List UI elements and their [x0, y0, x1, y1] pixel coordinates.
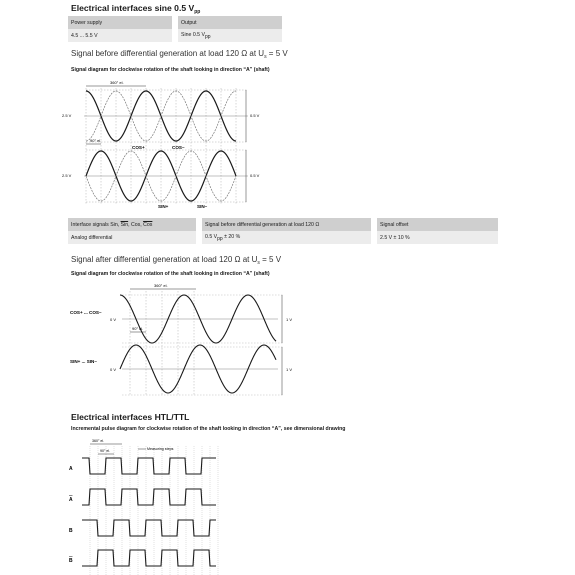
channel-a-bar-wave — [82, 489, 216, 505]
pulse-diagram — [60, 436, 220, 575]
table-cell: Analog differential — [68, 231, 196, 244]
table-header-cell: Output — [178, 16, 282, 29]
offset-label-lower: 2.5 V — [62, 173, 72, 178]
cos-minus-label: COS– — [172, 145, 185, 150]
table-header-row — [68, 218, 498, 231]
diagram-title-after: Signal diagram for clockwise rotation of the shaft looking in direction “A” (shaft) — [71, 271, 270, 277]
diagram-title-htl: Incremental pulse diagram for clockwise rotation of the shaft looking in direction “A”, see dimensional drawing — [71, 426, 346, 432]
zero-label-lower: 0 V — [110, 367, 117, 372]
amplitude-label-upper: 1 V — [286, 317, 293, 322]
offset-label-upper: 2.5 V — [62, 113, 72, 118]
grid-lines — [84, 88, 248, 204]
interface-signals-table — [68, 218, 498, 244]
amplitude-label-upper: 0.5 V — [250, 113, 260, 118]
table-cell: 2.5 V ± 10 % — [377, 231, 498, 244]
table-header-row — [68, 16, 282, 29]
table-row — [68, 231, 498, 244]
channel-b-bar-wave — [82, 550, 216, 566]
quarter-label: 90° el. — [90, 138, 102, 143]
period-label: 360° el. — [92, 439, 105, 443]
waveforms — [82, 458, 216, 566]
table-cell: 4.5 ... 5.5 V — [68, 29, 172, 42]
sine-diagram-after — [60, 283, 300, 398]
amplitude-label-lower: 1 V — [286, 367, 293, 372]
cos-pair-label: COS+ ... COS– — [70, 310, 102, 315]
quarter-label: 90° el. — [100, 449, 111, 453]
table-header-cell: Interface signals Sin, $\overline{Sin}$, Cos, $\overline{Cos}$ — [68, 218, 196, 231]
channel-b-label: B — [69, 528, 73, 534]
signal-after-title: Signal after differential generation at load 120 Ω at $U_s = 5$ V — [71, 255, 282, 266]
sin-plus-label: SIN+ — [158, 204, 169, 209]
table-cell: Sine 0.5 Vpp — [178, 29, 282, 42]
period-label: 360° el. — [110, 80, 124, 85]
sine-diagram-before — [60, 78, 290, 210]
zero-label-upper: 0 V — [110, 317, 117, 322]
signal-before-title: Signal before differential generation at load 120 Ω at $U_s = 5$ V — [71, 49, 288, 60]
diagram-title-before: Signal diagram for clockwise rotation of the shaft looking in direction “A” (shaft) — [71, 67, 270, 73]
waveforms — [120, 295, 276, 393]
section-title-sine-main: Electrical interfaces sine 0.5 V — [71, 3, 195, 13]
quarter-label: 90° el. — [132, 326, 144, 331]
table-header-cell: Signal offset — [377, 218, 498, 231]
sin-minus-label: SIN– — [197, 204, 208, 209]
cos-plus-label: COS+ — [132, 145, 145, 150]
power-output-table — [68, 16, 282, 42]
channel-a-label: A — [69, 466, 73, 472]
grid-lines — [122, 291, 284, 395]
channel-a-bar-label: A — [69, 497, 73, 503]
amplitude-label-lower: 0.5 V — [250, 173, 260, 178]
section-title-htl: Electrical interfaces HTL/TTL — [71, 412, 190, 422]
measuring-label: Measuring steps — [147, 447, 174, 451]
table-header-cell: Signal before differential generation at load 120 Ω — [202, 218, 371, 231]
section-title-sine — [71, 3, 200, 15]
table-row — [68, 29, 282, 42]
section-title-sine-sub: pp — [194, 9, 201, 15]
table-cell: 0.5 Vpp ± 20 % — [202, 231, 371, 244]
sin-pair-label: SIN+ ... SIN– — [70, 359, 97, 364]
channel-a-wave — [82, 458, 216, 474]
channel-b-wave — [82, 520, 216, 536]
channel-b-bar-label: B — [69, 558, 73, 564]
period-label: 360° el. — [154, 283, 168, 288]
table-header-cell: Power supply — [68, 16, 172, 29]
